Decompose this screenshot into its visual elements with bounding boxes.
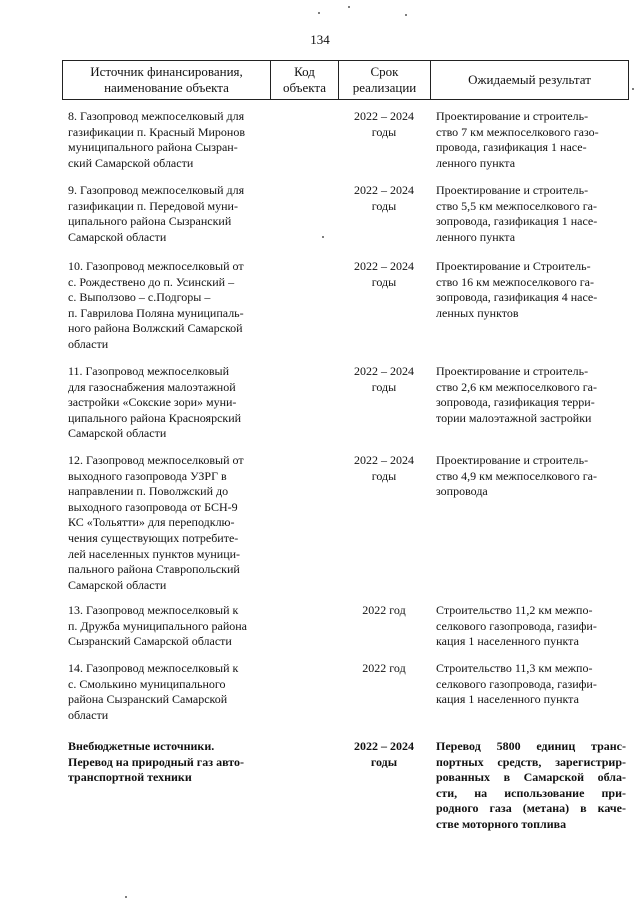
text-line: Самарской области [68, 426, 167, 441]
text-line: ский Самарской области [68, 155, 194, 170]
text-line: родного газа (метана) в каче- [436, 801, 626, 816]
object-name [68, 739, 268, 786]
implementation-term [338, 364, 430, 395]
text-line: Самарской области [68, 577, 167, 592]
text-line: селкового газопровода, газифи- [436, 618, 597, 633]
text-line: 2022 – 2024 [354, 453, 414, 467]
text-line: ципального района Сызранский [68, 214, 232, 229]
text-line: 2022 – 2024 [354, 364, 414, 378]
header-object-code [271, 61, 339, 99]
text-line: выходного газопровода УЗРГ в [68, 468, 227, 483]
text-line: с. Выползово – с.Подгоры – [68, 290, 211, 305]
text-line: Строительство 11,3 км межпо- [436, 661, 593, 675]
header-line: Код [294, 64, 315, 79]
object-name [68, 661, 268, 723]
text-line: Перевод на природный газ авто- [68, 754, 244, 769]
text-line: ство 7 км межпоселкового газо- [436, 124, 599, 139]
text-line: района Сызранский Самарской [68, 692, 228, 707]
text-line: 12. Газопровод межпоселковый от [68, 453, 244, 467]
text-line: рованных в Самарской обла- [436, 770, 626, 785]
implementation-term [338, 109, 430, 140]
text-line: провода, газификация 1 насе- [436, 140, 587, 155]
expected-result [436, 109, 626, 171]
text-line: 2022 – 2024 [354, 739, 414, 753]
text-line: 14. Газопровод межпоселковый к [68, 661, 239, 675]
expected-result [436, 453, 626, 500]
text-line: годы [371, 379, 397, 394]
header-expected-result [431, 61, 628, 99]
text-line: селкового газопровода, газифи- [436, 676, 597, 691]
text-line: транспортной техники [68, 770, 192, 785]
header-line: реализации [352, 80, 417, 95]
object-name [68, 259, 268, 353]
expected-result [436, 661, 626, 708]
object-name [68, 453, 268, 593]
text-line: 2022 год [362, 661, 406, 675]
header-line: объекта [282, 80, 327, 95]
text-line: зопровода, газификация 1 насе- [436, 214, 598, 229]
header-funding-source [63, 61, 271, 99]
text-line: годы [371, 274, 397, 289]
text-line: стве моторного топлива [436, 816, 567, 831]
header-line: Источник финансирования, [90, 64, 243, 79]
implementation-term [338, 259, 430, 290]
text-line: муниципального района Сызран- [68, 140, 238, 155]
text-line: застройки «Сокские зори» муни- [68, 395, 237, 410]
text-line: тории малоэтажной застройки [436, 410, 592, 425]
text-line: 2022 год [362, 603, 406, 617]
text-line: зопровода, газификация 4 насе- [436, 290, 598, 305]
text-line: годы [370, 754, 398, 769]
text-line: ленных пунктов [436, 305, 519, 320]
text-line: зопровода [436, 484, 488, 499]
scan-speck [405, 14, 407, 16]
text-line: 10. Газопровод межпоселковый от [68, 259, 244, 273]
text-line: пального района Ставропольский [68, 562, 240, 577]
text-line: 13. Газопровод межпоселковый к [68, 603, 239, 617]
object-name [68, 603, 268, 650]
text-line: с. Смолькино муниципального [68, 676, 226, 691]
text-line: годы [371, 468, 397, 483]
text-line: Проектирование и строитель- [436, 453, 589, 467]
text-line: Проектирование и строитель- [436, 364, 589, 378]
text-line: 2022 – 2024 [354, 259, 414, 273]
text-line: 8. Газопровод межпоселковый для [68, 109, 245, 123]
text-line: направлении п. Поволжский до [68, 484, 229, 499]
text-line: годы [371, 124, 397, 139]
scan-speck [125, 896, 127, 898]
text-line: зопровода, газификация терри- [436, 395, 595, 410]
text-line: п. Дружба муниципального района [68, 618, 247, 633]
text-line: Перевод 5800 единиц транс- [436, 739, 626, 753]
text-line: 9. Газопровод межпоселковый для [68, 183, 245, 197]
text-line: Проектирование и строитель- [436, 109, 589, 123]
text-line: Самарской области [68, 229, 167, 244]
text-line: сти, на использование при- [436, 785, 626, 800]
expected-result [436, 364, 626, 426]
text-line: ленного пункта [436, 155, 516, 170]
text-line: ство 4,9 км межпоселкового га- [436, 468, 597, 483]
object-name [68, 109, 268, 171]
text-line: Строительство 11,2 км межпо- [436, 603, 593, 617]
implementation-term [338, 603, 430, 619]
implementation-term [338, 183, 430, 214]
text-line: Внебюджетные источники. [68, 739, 215, 753]
header-line: наименование объекта [104, 80, 229, 95]
text-line: кация 1 населенного пункта [436, 692, 579, 707]
text-line: области [68, 336, 109, 351]
text-line: портных средств, зарегистрир- [436, 754, 626, 769]
expected-result [436, 603, 626, 650]
text-line: КС «Тольятти» для переподклю- [68, 515, 235, 530]
header-implementation-term [339, 61, 431, 99]
text-line: для газоснабжения малоэтажной [68, 379, 236, 394]
text-line: кация 1 населенного пункта [436, 634, 579, 649]
header-line: Срок [370, 64, 399, 79]
object-name [68, 183, 268, 245]
text-line: ленного пункта [436, 229, 516, 244]
text-line: ство 2,6 км межпоселкового га- [436, 379, 597, 394]
text-line: 2022 – 2024 [354, 109, 414, 123]
text-line: ного района Волжский Самарской [68, 321, 243, 336]
expected-result [436, 183, 626, 245]
text-line: Проектирование и Строитель- [436, 259, 591, 273]
implementation-term [338, 661, 430, 677]
text-line: газификации п. Красный Миронов [68, 124, 246, 139]
text-line: ципального района Красноярский [68, 410, 242, 425]
scan-speck [348, 6, 350, 8]
expected-result [436, 259, 626, 321]
table-header [62, 60, 629, 100]
scan-speck [322, 236, 324, 238]
text-line: чения существующих потребите- [68, 530, 239, 545]
implementation-term [338, 739, 430, 770]
text-line: 11. Газопровод межпоселковый [68, 364, 230, 378]
text-line: выходного газопровода от БСН-9 [68, 499, 238, 514]
text-line: лей населенных пунктов муници- [68, 546, 241, 561]
text-line: газификации п. Передовой муни- [68, 198, 238, 213]
object-name [68, 364, 268, 442]
page-number: 134 [310, 32, 330, 47]
header-line: Ожидаемый результат [468, 72, 591, 87]
text-line: области [68, 707, 109, 722]
text-line: п. Гаврилова Поляна муниципаль- [68, 305, 244, 320]
text-line: ство 5,5 км межпоселкового га- [436, 198, 597, 213]
text-line: с. Рождествено до п. Усинский – [68, 274, 235, 289]
implementation-term [338, 453, 430, 484]
text-line: Сызранский Самарской области [68, 634, 232, 649]
scan-speck [632, 88, 634, 90]
scan-speck [318, 12, 320, 14]
text-line: годы [371, 198, 397, 213]
text-line: Проектирование и строитель- [436, 183, 589, 197]
expected-result [436, 739, 626, 833]
text-line: ство 16 км межпоселкового га- [436, 274, 594, 289]
text-line: 2022 – 2024 [354, 183, 414, 197]
